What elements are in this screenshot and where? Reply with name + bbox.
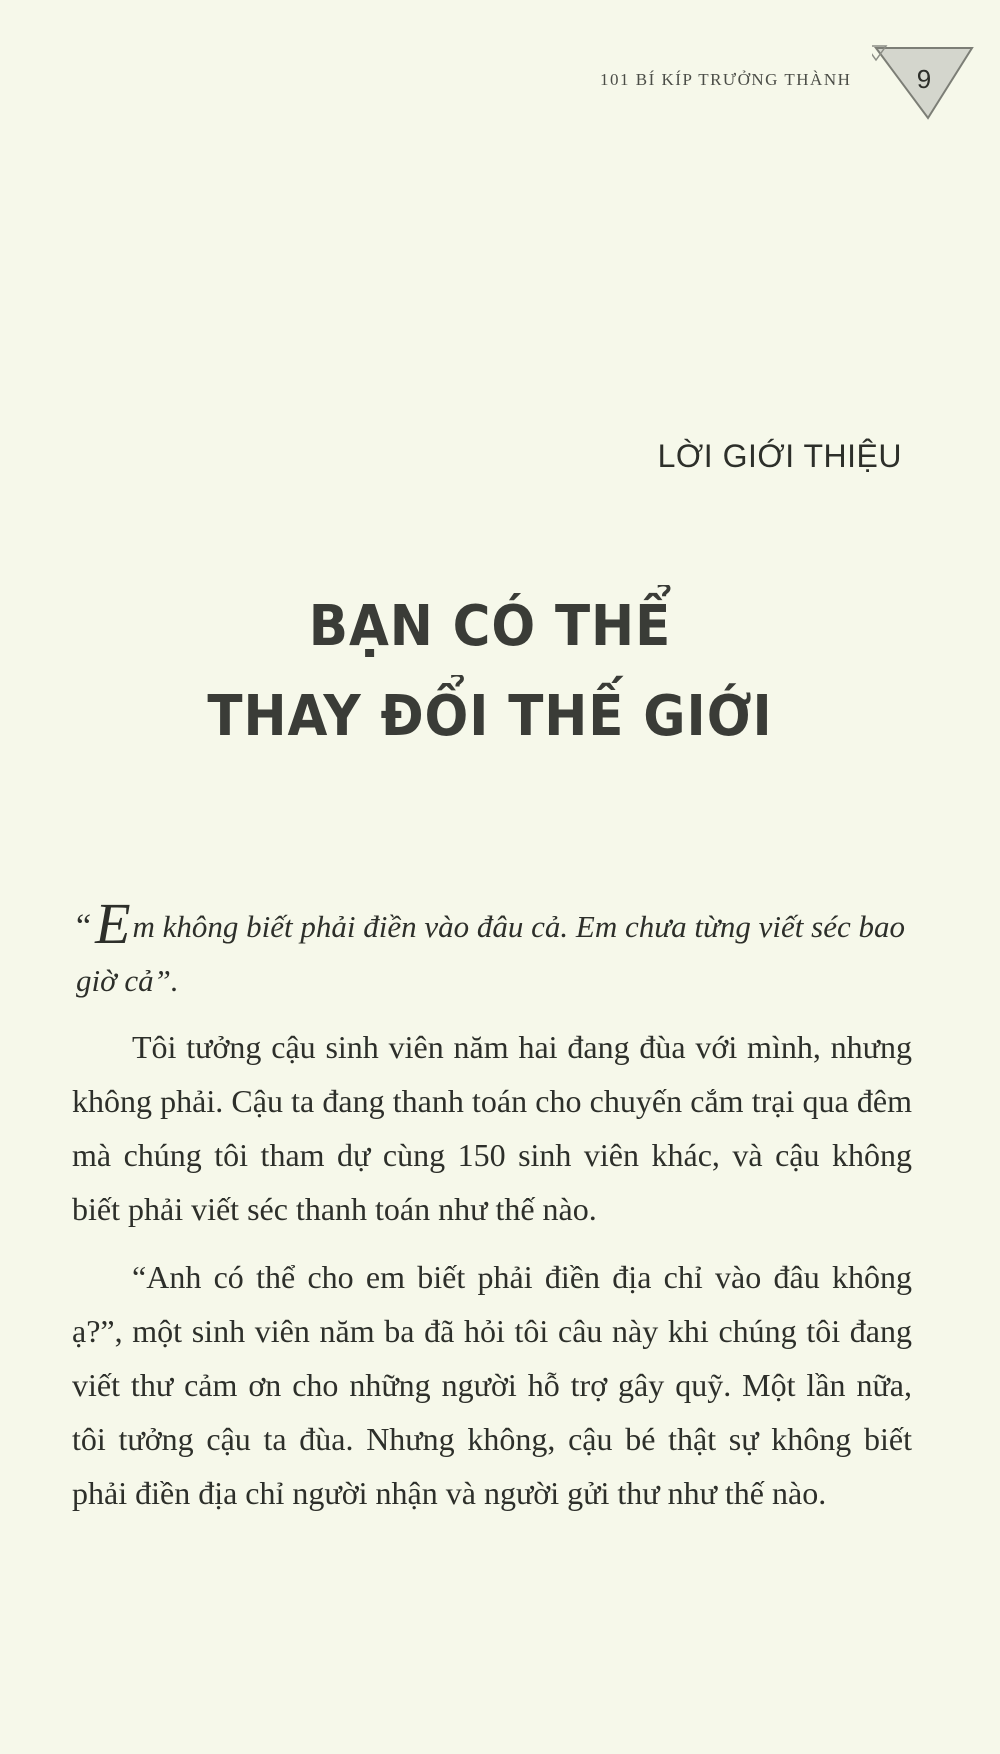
- drop-cap: E: [95, 891, 131, 956]
- paragraph: “Anh có thể cho em biết phải điền địa chỉ vào đâu không ạ?”, một sinh viên năm ba đã hỏi tôi câu này khi chúng tôi đang viết thư cảm ơn cho những người hỗ trợ gây quỹ. Một lần nữa, tôi tưởng cậu ta đùa. Nhưng không, cậu bé thật sự không biết phải điền địa chỉ người nhận và người gửi thư như thế nào.: [72, 1259, 912, 1511]
- section-label: LỜI GIỚI THIỆU: [657, 438, 902, 474]
- quote-open-mark: “: [76, 908, 92, 945]
- chapter-title: [0, 582, 980, 762]
- opening-quote: [76, 891, 906, 1008]
- body-text: [72, 1020, 912, 1534]
- chapter-title-line-1: BẠN CÓ THỂ: [308, 594, 672, 659]
- page-number-badge: [872, 44, 976, 122]
- paragraph: Tôi tưởng cậu sinh viên năm hai đang đùa với mình, nhưng không phải. Cậu ta đang thanh toán cho chuyến cắm trại qua đêm mà chúng tôi tham dự cùng 150 sinh viên khác, và cậu không biết phải viết séc thanh toán như thế nào.: [72, 1029, 912, 1227]
- quote-text: m không biết phải điền vào đâu cả. Em chưa từng viết séc bao giờ cả”.: [76, 909, 906, 998]
- running-head-title: 101 BÍ KÍP TRƯỞNG THÀNH: [600, 70, 852, 89]
- chapter-title-line-2: THAY ĐỔI THẾ GIỚI: [207, 684, 773, 749]
- page-number: 9: [916, 64, 932, 94]
